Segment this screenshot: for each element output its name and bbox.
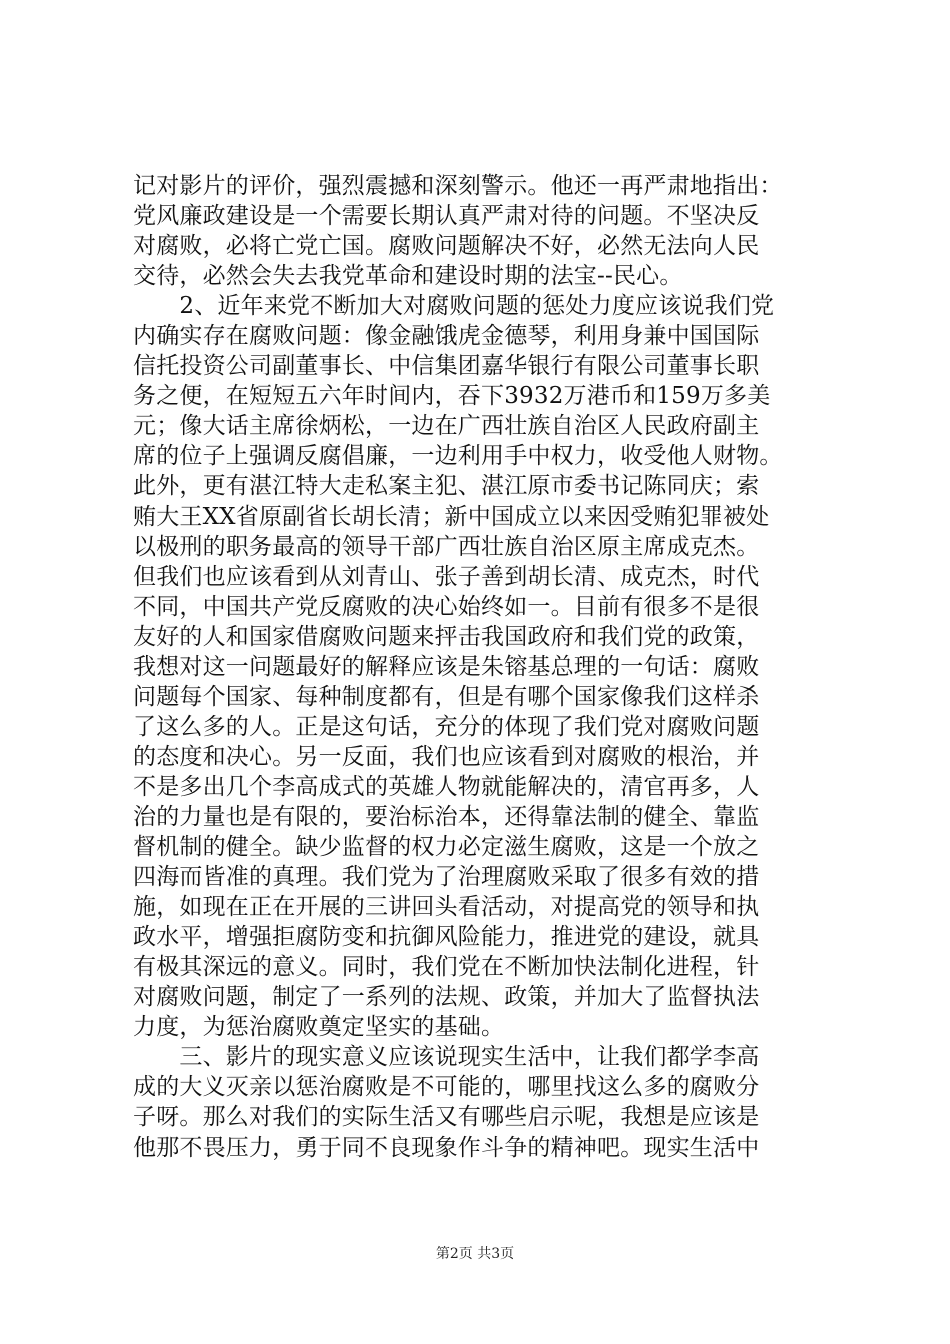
text-line: 党风廉政建设是一个需要长期认真严肃对待的问题。不坚决反 (133, 203, 760, 230)
body-text (133, 171, 833, 1163)
text-line: 务之便，在短短五六年时间内，吞下3932万港币和159万多美 (133, 383, 771, 410)
text-line: 交待，必然会失去我党革命和建设时期的法宝--民心。 (133, 263, 683, 290)
text-line: 三、影片的现实意义应该说现实生活中，让我们都学李高 (133, 1044, 760, 1071)
text-line: 问题每个国家、每种制度都有，但是有哪个国家像我们这样杀 (133, 683, 760, 710)
text-line: 2、近年来党不断加大对腐败问题的惩处力度应该说我们党 (133, 293, 775, 320)
text-line: 的态度和决心。另一反面，我们也应该看到对腐败的根治，并 (133, 743, 760, 770)
text-line: 施，如现在正在开展的三讲回头看活动，对提高党的领导和执 (133, 894, 760, 921)
text-line: 我想对这一问题最好的解释应该是朱镕基总理的一句话：腐败 (133, 653, 760, 680)
text-line: 对腐败问题，制定了一系列的法规、政策，并加大了监督执法 (133, 984, 760, 1011)
text-line: 了这么多的人。正是这句话，充分的体现了我们党对腐败问题 (133, 713, 760, 740)
text-line: 记对影片的评价，强烈震撼和深刻警示。他还一再严肃地指出： (133, 173, 783, 199)
text-line: 力度，为惩治腐败奠定坚实的基础。 (133, 1014, 505, 1041)
text-line: 贿大王XX省原副省长胡长清；新中国成立以来因受贿犯罪被处 (133, 503, 770, 530)
text-line: 信托投资公司副董事长、中信集团嘉华银行有限公司董事长职 (133, 353, 760, 380)
text-line: 元；像大话主席徐炳松，一边在广西壮族自治区人民政府副主 (133, 413, 760, 440)
text-line: 他那不畏压力，勇于同不良现象作斗争的精神吧。现实生活中 (133, 1134, 760, 1161)
text-line: 有极其深远的意义。同时，我们党在不断加快法制化进程，针 (133, 954, 760, 981)
text-line: 治的力量也是有限的，要治标治本，还得靠法制的健全、靠监 (133, 803, 760, 830)
page-number-label: 第2页 共3页 (435, 1246, 515, 1262)
text-line: 政水平，增强拒腐防变和抗御风险能力，推进党的建设，就具 (133, 924, 760, 951)
text-line: 对腐败，必将亡党亡国。腐败问题解决不好，必然无法向人民 (133, 233, 760, 260)
text-line: 不是多出几个李高成式的英雄人物就能解决的，清官再多，人 (133, 773, 760, 800)
text-line: 席的位子上强调反腐倡廉，一边利用手中权力，收受他人财物。 (133, 443, 783, 470)
text-line: 内确实存在腐败问题：像金融饿虎金德琴，利用身兼中国国际 (133, 323, 760, 350)
text-line: 此外，更有湛江特大走私案主犯、湛江原市委书记陈同庆；索 (133, 473, 760, 500)
text-line: 不同，中国共产党反腐败的决心始终如一。目前有很多不是很 (133, 593, 760, 620)
page-footer (0, 1244, 950, 1264)
text-line: 以极刑的职务最高的领导干部广西壮族自治区原主席成克杰。 (133, 533, 760, 560)
text-line: 友好的人和国家借腐败问题来抨击我国政府和我们党的政策， (133, 623, 760, 650)
text-line: 成的大义灭亲以惩治腐败是不可能的，哪里找这么多的腐败分 (133, 1074, 760, 1101)
text-line: 四海而皆准的真理。我们党为了治理腐败采取了很多有效的措 (133, 864, 760, 891)
text-line: 督机制的健全。缺少监督的权力必定滋生腐败，这是一个放之 (133, 834, 760, 861)
text-line: 但我们也应该看到从刘青山、张子善到胡长清、成克杰，时代 (133, 563, 760, 590)
text-line: 子呀。那么对我们的实际生活又有哪些启示呢，我想是应该是 (133, 1104, 760, 1131)
